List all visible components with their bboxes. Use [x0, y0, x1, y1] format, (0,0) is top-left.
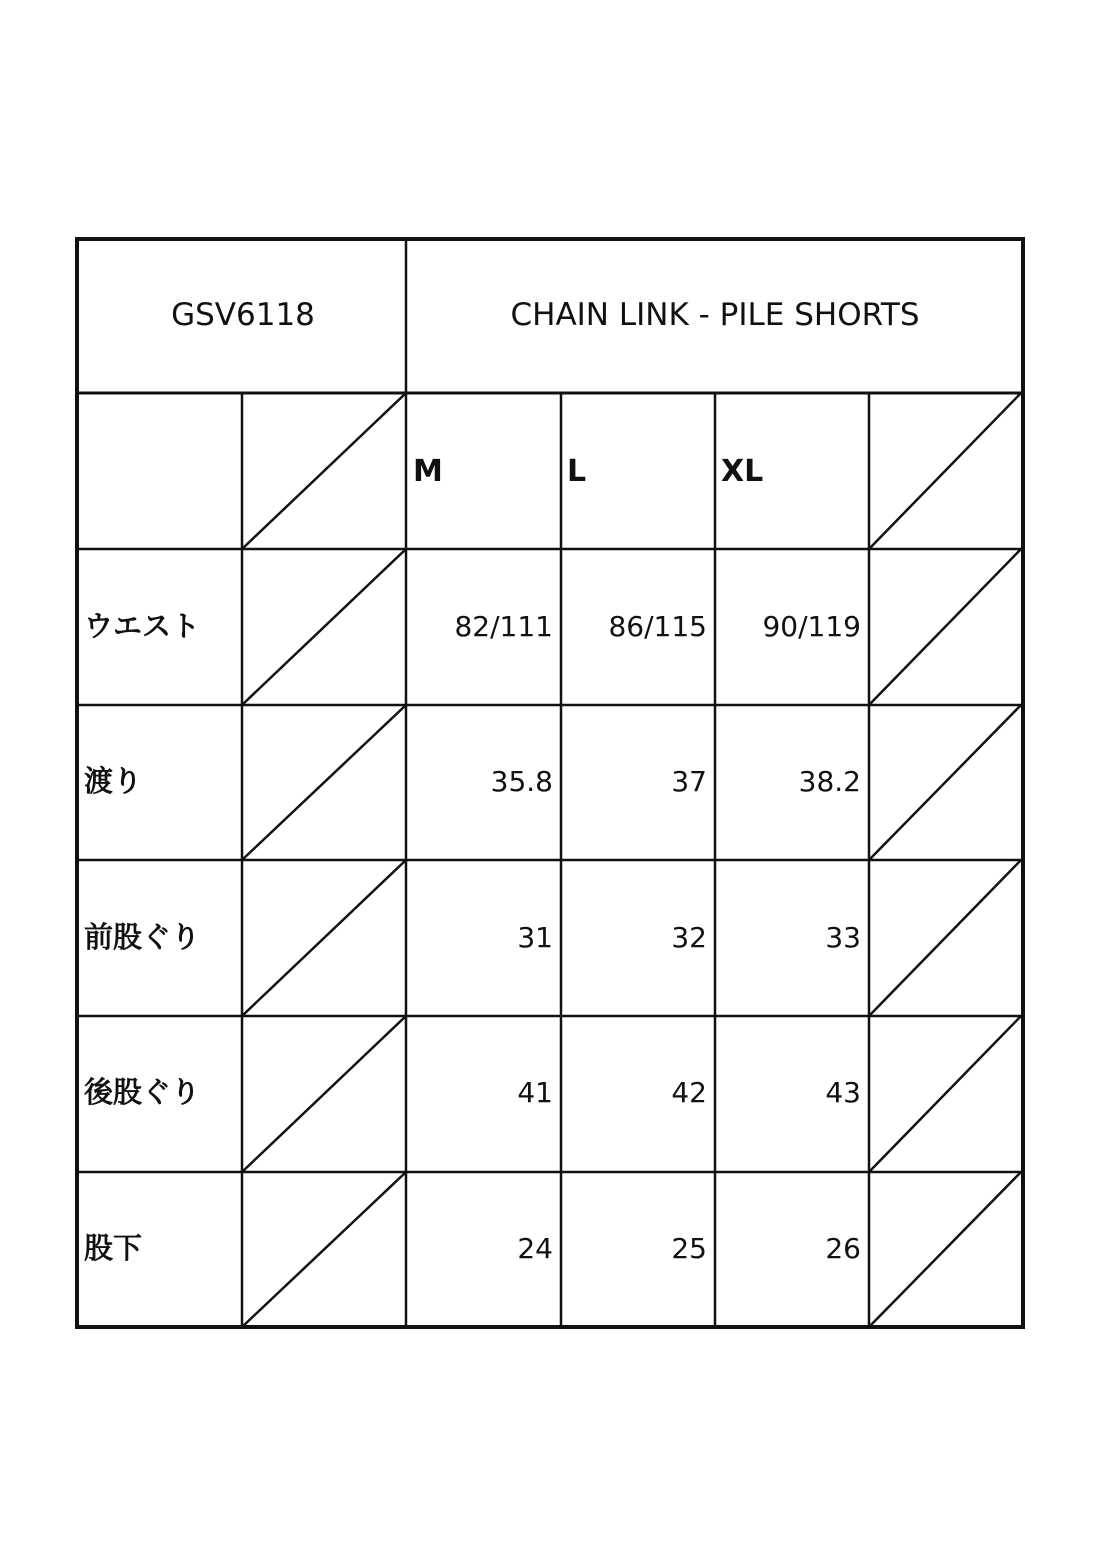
- value-thigh-l: 37: [671, 765, 707, 798]
- diagonal-mark: [242, 393, 406, 549]
- row-label-back-rise: 後股ぐり: [84, 1075, 201, 1109]
- diagonal-mark: [242, 705, 406, 860]
- diagonal-mark: [869, 1172, 1021, 1327]
- product-code: GSV6118: [171, 297, 315, 333]
- diagonal-mark: [869, 393, 1021, 549]
- value-back-rise-m: 41: [517, 1076, 553, 1109]
- value-inseam-xl: 26: [825, 1232, 861, 1265]
- size-label-l: L: [567, 454, 587, 489]
- diagonal-mark: [242, 860, 406, 1016]
- value-waist-l: 86/115: [608, 610, 707, 643]
- value-back-rise-xl: 43: [825, 1076, 861, 1109]
- value-waist-m: 82/111: [454, 610, 553, 643]
- row-label-waist: ウエスト: [84, 609, 201, 643]
- value-thigh-m: 35.8: [490, 765, 553, 798]
- row-label-front-rise: 前股ぐり: [84, 920, 201, 954]
- value-inseam-l: 25: [671, 1232, 707, 1265]
- row-label-inseam: 股下: [84, 1231, 143, 1265]
- value-thigh-xl: 38.2: [798, 765, 861, 798]
- value-front-rise-xl: 33: [825, 921, 861, 954]
- diagonal-mark: [242, 549, 406, 705]
- value-front-rise-l: 32: [671, 921, 707, 954]
- diagonal-mark: [869, 705, 1021, 860]
- diagonal-mark: [242, 1016, 406, 1172]
- diagonal-mark: [869, 860, 1021, 1016]
- diagonal-mark: [869, 1016, 1021, 1172]
- value-front-rise-m: 31: [517, 921, 553, 954]
- size-label-m: M: [413, 454, 443, 489]
- value-inseam-m: 24: [517, 1232, 553, 1265]
- value-back-rise-l: 42: [671, 1076, 707, 1109]
- size-label-xl: XL: [721, 454, 764, 489]
- product-name: CHAIN LINK - PILE SHORTS: [510, 297, 920, 333]
- diagonal-mark: [242, 1172, 406, 1327]
- value-waist-xl: 90/119: [762, 610, 861, 643]
- row-label-thigh: 渡り: [84, 764, 143, 798]
- diagonal-mark: [869, 549, 1021, 705]
